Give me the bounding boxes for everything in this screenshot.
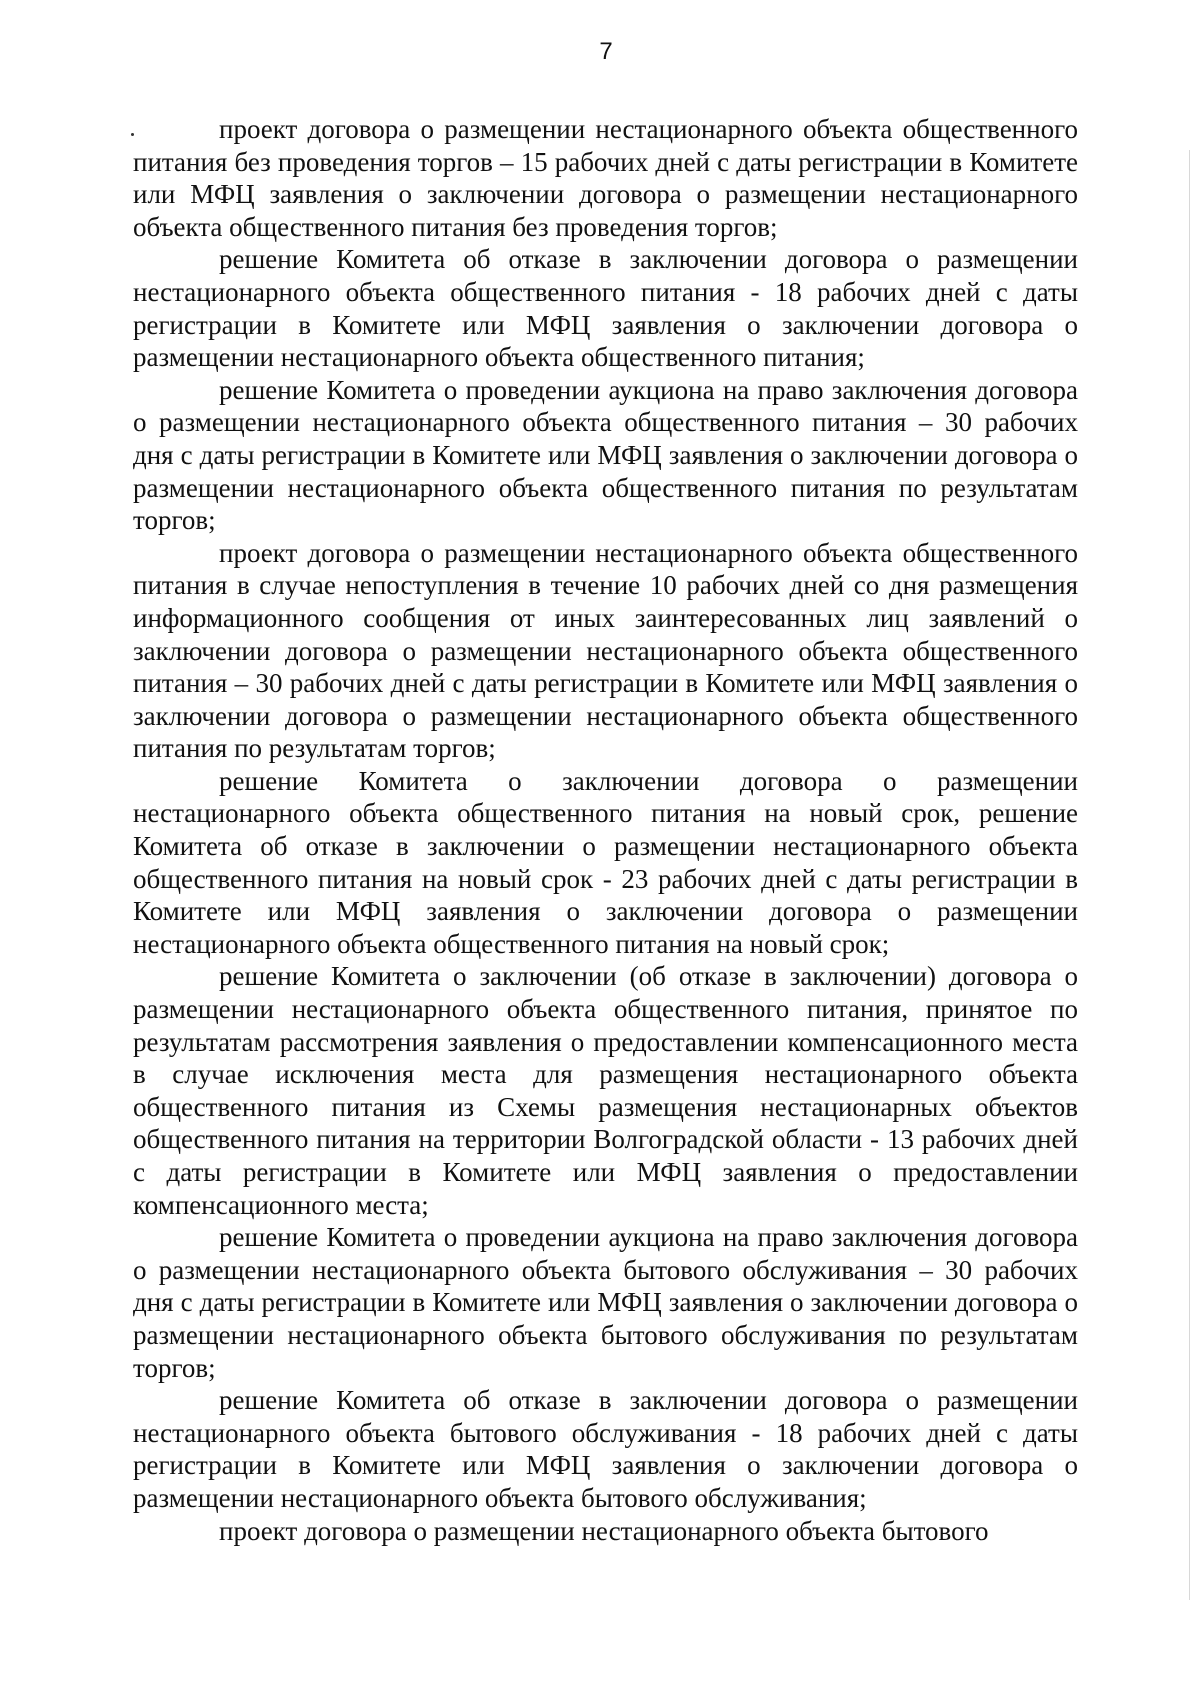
paragraph: решение Комитета о заключении (об отказе в заключении) договора о размещении нестационарного объекта общественного питания, принятое по результатам рассмотрения заявления о предоставлении компенсационного места в случае исключения места для размещения нестационарного объекта общественного питания из Схемы размещения нестационарных объектов общественного питания на территории Волгоградской области - 13 рабочих дней с даты регистрации в Комитете или МФЦ заявления о предоставлении компенсационного места;	[133, 961, 1078, 1220]
paragraph: решение Комитета о проведении аукциона на право заключения договора о размещении нестационарного объекта бытового обслуживания – 30 рабочих дня с даты регистрации в Комитете или МФЦ заявления о заключении договора о размещении нестационарного объекта бытового обслуживания по результатам торгов;	[133, 1222, 1078, 1383]
paragraph: проект договора о размещении нестационарного объекта общественного питания без проведения торгов – 15 рабочих дней с даты регистрации в Комитете или МФЦ заявления о заключении договора о размещении нестационарного объекта общественного питания без проведения торгов;	[133, 114, 1078, 242]
scan-edge-line	[1189, 150, 1190, 1600]
paragraph: решение Комитета об отказе в заключении договора о размещении нестационарного объекта общественного питания - 18 рабочих дней с даты регистрации в Комитете или МФЦ заявления о заключении договора о размещении нестационарного объекта общественного питания;	[133, 244, 1078, 373]
paragraph: проект договора о размещении нестационарного объекта общественного питания в случае непоступления в течение 10 рабочих дней со дня размещения информационного сообщения от иных заинтересованных лиц заявлений о заключении договора о размещении нестационарного объекта общественного питания – 30 рабочих дней с даты регистрации в Комитете или МФЦ заявления о заключении договора о размещении нестационарного объекта общественного питания по результатам торгов;	[133, 537, 1078, 764]
paragraph: решение Комитета о проведении аукциона на право заключения договора о размещении нестационарного объекта общественного питания – 30 рабочих дня с даты регистрации в Комитете или МФЦ заявления о заключении договора о размещении нестационарного объекта общественного питания по результатам торгов;	[133, 374, 1078, 536]
document-body	[133, 113, 1078, 1547]
paragraph: решение Комитета о заключении договора о размещении нестационарного объекта общественного питания на новый срок, решение Комитета об отказе в заключении о размещении нестационарного объекта общественного питания на новый срок - 23 рабочих дней с даты регистрации в Комитете или МФЦ заявления о заключении договора о размещении нестационарного объекта общественного питания на новый срок;	[133, 765, 1078, 959]
page-number: 7	[599, 38, 613, 65]
paragraph: проект договора о размещении нестационарного объекта бытового	[219, 1515, 989, 1546]
paragraph: решение Комитета об отказе в заключении договора о размещении нестационарного объекта бытового обслуживания - 18 рабочих дней с даты регистрации в Комитете или МФЦ заявления о заключении договора о размещении нестационарного объекта бытового обслуживания;	[133, 1385, 1078, 1513]
